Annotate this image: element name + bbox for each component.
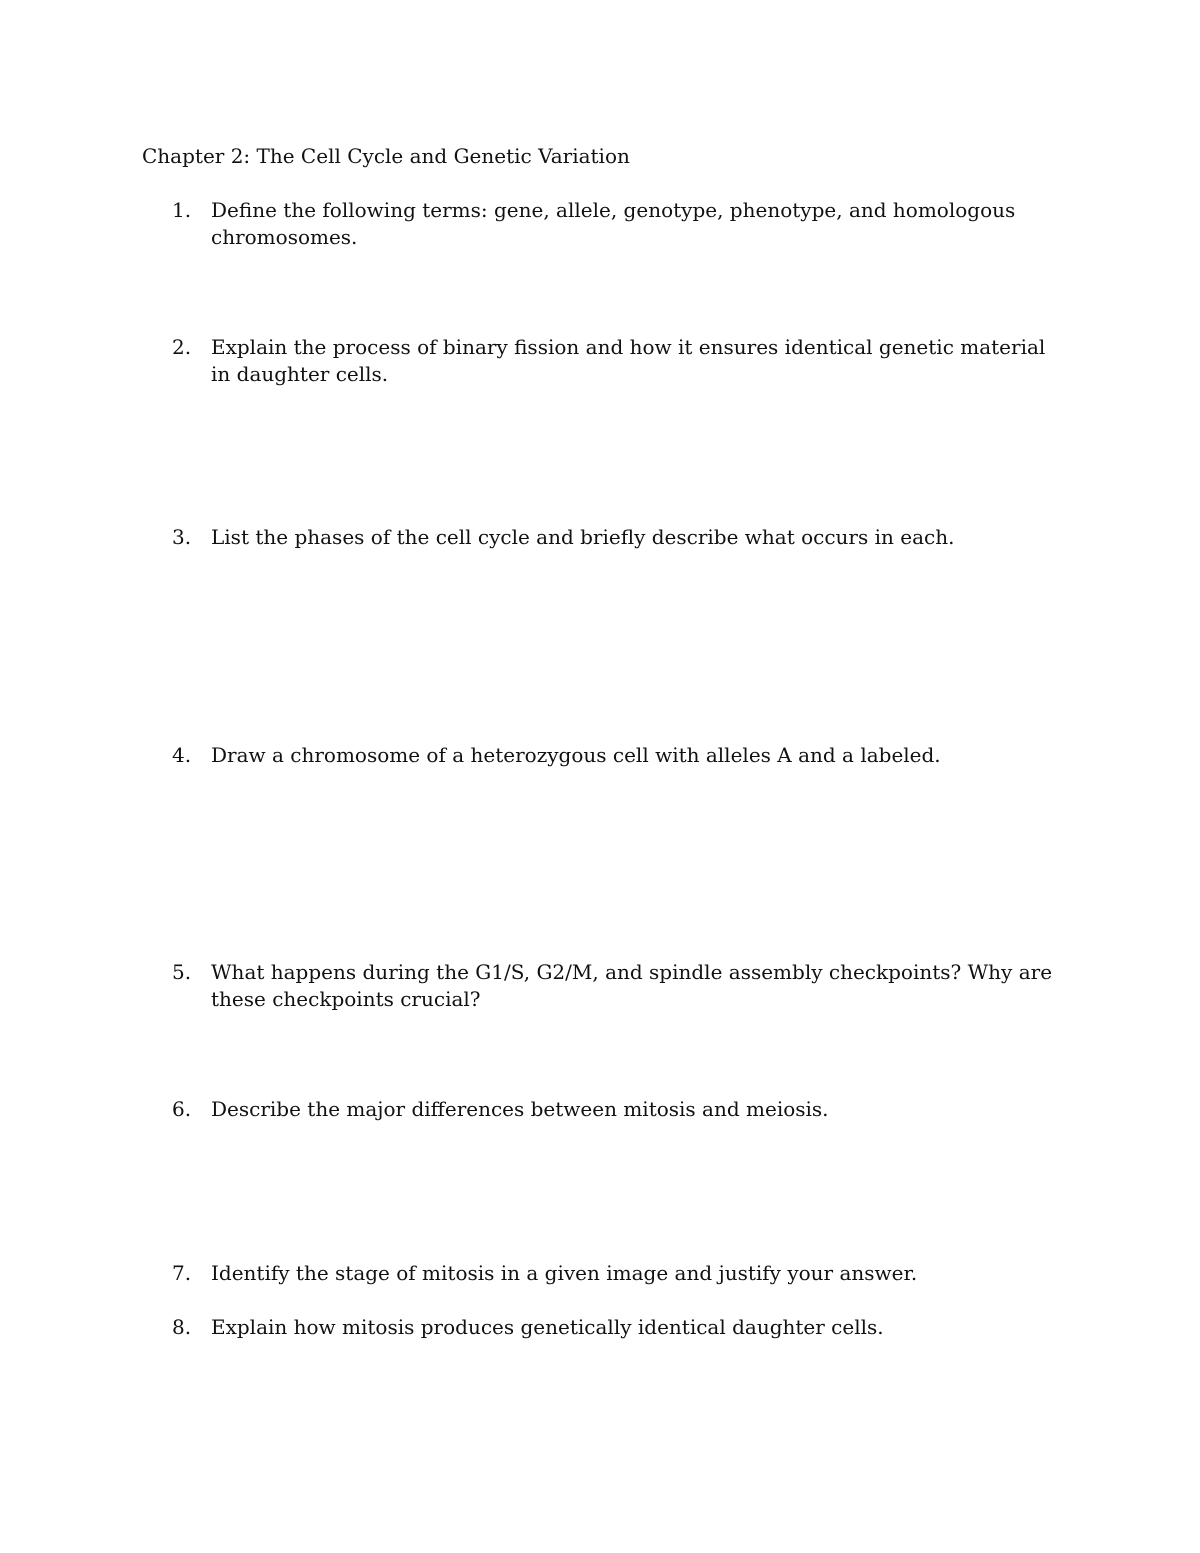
question-number: 5. xyxy=(172,960,192,984)
question-text: Describe the major differences between mitosis and meiosis. xyxy=(211,1097,829,1121)
question-item xyxy=(172,334,1062,388)
question-text: Draw a chromosome of a heterozygous cell with alleles A and a labeled. xyxy=(211,743,941,767)
question-item xyxy=(172,1314,1062,1341)
question-number: 6. xyxy=(172,1097,192,1121)
question-number: 3. xyxy=(172,525,192,549)
question-number: 2. xyxy=(172,335,192,359)
question-item xyxy=(172,742,1062,769)
question-item xyxy=(172,1260,1062,1287)
question-item xyxy=(172,197,1062,251)
question-text: Explain how mitosis produces genetically identical daughter cells. xyxy=(211,1315,884,1339)
question-text: List the phases of the cell cycle and briefly describe what occurs in each. xyxy=(211,525,955,549)
question-item xyxy=(172,1096,1062,1123)
question-text: What happens during the G1/S, G2/M, and spindle assembly checkpoints? Why are these checkpoints crucial? xyxy=(211,960,1053,1011)
question-number: 4. xyxy=(172,743,192,767)
question-text: Explain the process of binary fission and how it ensures identical genetic material in daughter cells. xyxy=(211,335,1046,386)
question-text: Define the following terms: gene, allele, genotype, phenotype, and homologous chromosomes. xyxy=(211,198,1016,249)
question-item xyxy=(172,524,1062,551)
page-title: Chapter 2: The Cell Cycle and Genetic Variation xyxy=(142,144,630,168)
question-text: Identify the stage of mitosis in a given image and justify your answer. xyxy=(211,1261,918,1285)
question-number: 7. xyxy=(172,1261,192,1285)
question-item xyxy=(172,959,1062,1013)
question-number: 1. xyxy=(172,198,192,222)
question-number: 8. xyxy=(172,1315,192,1339)
